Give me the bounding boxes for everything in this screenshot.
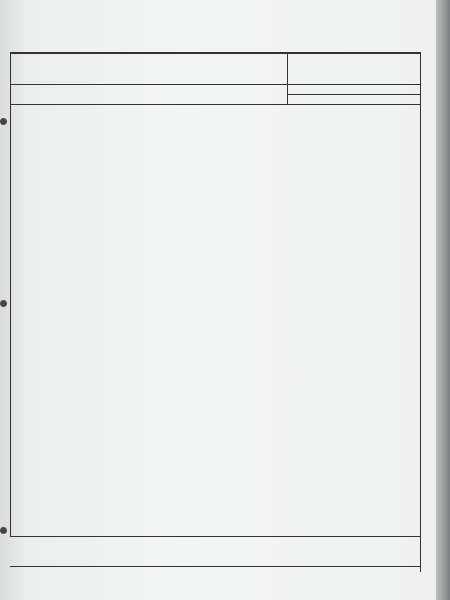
rule bbox=[10, 104, 420, 105]
rule bbox=[10, 52, 420, 54]
rule bbox=[287, 52, 288, 104]
rule bbox=[10, 536, 420, 537]
rule bbox=[287, 94, 420, 95]
rule bbox=[10, 566, 420, 567]
rule bbox=[420, 52, 421, 572]
schedule-a1-form bbox=[6, 18, 426, 573]
page-edge-shadow bbox=[436, 0, 450, 600]
rule bbox=[10, 52, 11, 537]
rule bbox=[10, 84, 420, 85]
